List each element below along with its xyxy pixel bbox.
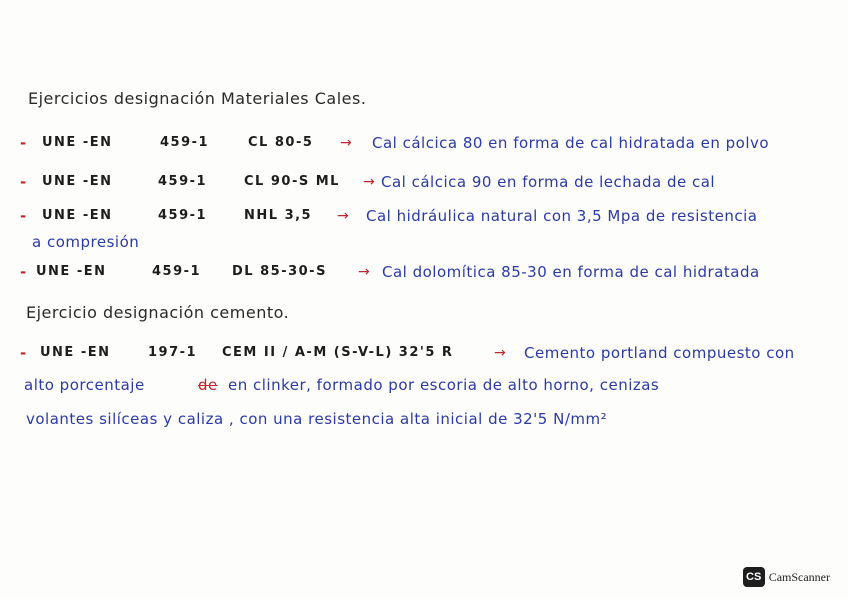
camscanner-watermark [743, 567, 830, 587]
norma-label: UNE -EN [40, 345, 111, 360]
norma-label: UNE -EN [42, 208, 113, 223]
norma-number: 459-1 [152, 264, 202, 279]
cemento-line-3 [0, 404, 848, 434]
designation-code: CEM II / A-M (S-V-L) 32'5 R [222, 345, 454, 360]
camscanner-brand: CamScanner [768, 569, 830, 584]
heading-cales [0, 84, 848, 114]
arrow-icon: → [494, 345, 507, 361]
description-part: alto porcentaje [24, 376, 145, 394]
description-part: en clinker, formado por escoria de alto horno, cenizas [228, 376, 660, 394]
cemento-row [0, 338, 848, 368]
norma-label: UNE -EN [42, 174, 113, 189]
struck-word: de [198, 376, 218, 394]
bullet-dash: - [20, 344, 27, 362]
norma-label: UNE -EN [36, 264, 107, 279]
arrow-icon: → [337, 208, 350, 224]
description: Cal dolomítica 85-30 en forma de cal hidratada [382, 263, 760, 281]
norma-number: 459-1 [158, 174, 208, 189]
norma-number: 197-1 [148, 345, 198, 360]
description: Cal cálcica 90 en forma de lechada de cal [381, 173, 716, 191]
designation-code: NHL 3,5 [244, 208, 313, 223]
arrow-icon: → [363, 174, 376, 190]
cal-row-4 [0, 257, 848, 287]
norma-number: 459-1 [158, 208, 208, 223]
arrow-icon: → [358, 264, 371, 280]
bullet-dash: - [20, 134, 27, 152]
bullet-dash: - [20, 207, 27, 225]
heading-cemento [0, 298, 848, 328]
designation-code: CL 80-5 [248, 135, 314, 150]
cemento-line-2 [0, 370, 848, 400]
heading-cales-text: Ejercicios designación Materiales Cales. [28, 89, 367, 108]
arrow-icon: → [340, 135, 353, 151]
description: Cal hidráulica natural con 3,5 Mpa de resistencia [366, 207, 758, 225]
camscanner-logo-icon: CS [743, 567, 765, 587]
heading-cemento-text: Ejercicio designación cemento. [26, 303, 290, 322]
designation-code: CL 90-S ML [244, 174, 340, 189]
description-part: volantes silíceas y caliza , con una resistencia alta inicial de 32'5 N/mm² [26, 410, 608, 428]
bullet-dash: - [20, 173, 27, 191]
description: Cal cálcica 80 en forma de cal hidratada en polvo [372, 134, 770, 152]
norma-label: UNE -EN [42, 135, 113, 150]
cal-row-2 [0, 167, 848, 197]
designation-code: DL 85-30-S [232, 264, 327, 279]
cal-row-1 [0, 128, 848, 158]
description: Cemento portland compuesto con [524, 344, 795, 362]
norma-number: 459-1 [160, 135, 210, 150]
cal-row-3-continuation [0, 227, 848, 257]
description-continuation: a compresión [32, 233, 140, 251]
bullet-dash: - [20, 263, 27, 281]
